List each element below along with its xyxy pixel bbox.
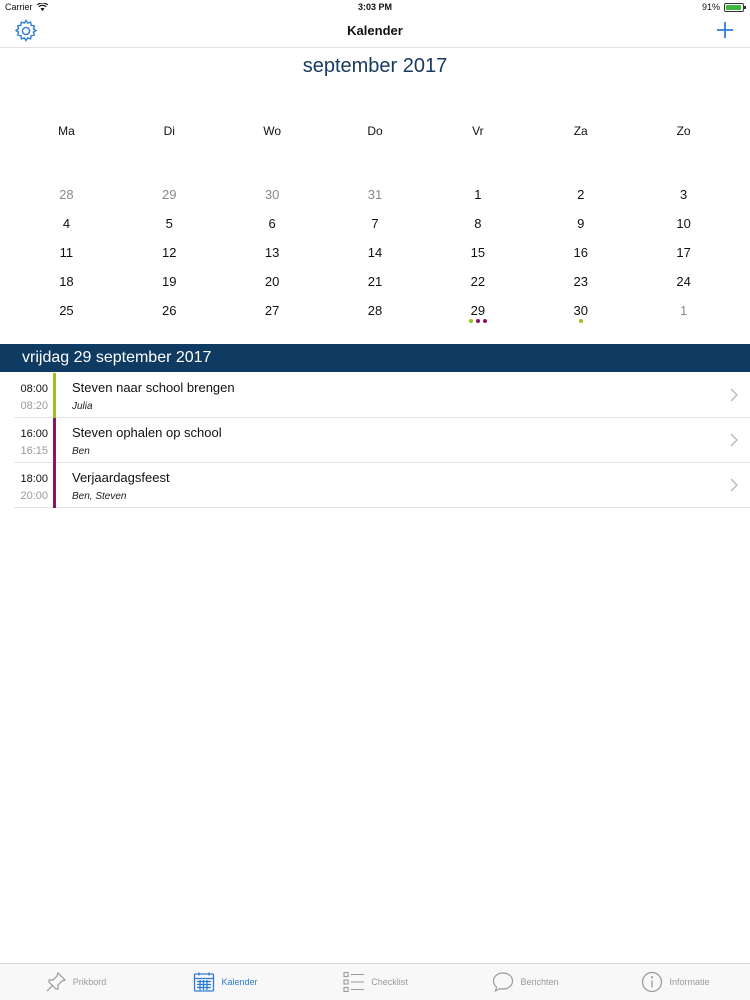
tab-label: Informatie bbox=[669, 977, 710, 987]
checklist-icon bbox=[342, 970, 366, 994]
status-bar bbox=[0, 0, 750, 14]
day-number: 28 bbox=[367, 303, 383, 318]
day-number: 6 bbox=[268, 216, 276, 231]
day-number: 25 bbox=[59, 303, 74, 318]
tab-checklist[interactable] bbox=[300, 964, 450, 1000]
day-number: 27 bbox=[264, 303, 280, 318]
event-dot bbox=[483, 319, 487, 323]
event-end-time: 16:15 bbox=[20, 445, 48, 457]
event-list bbox=[14, 373, 750, 508]
weekday-label: Ma bbox=[58, 124, 75, 138]
chevron-right-icon bbox=[730, 433, 738, 447]
day-number: 24 bbox=[676, 274, 691, 289]
day-number: 10 bbox=[676, 216, 691, 231]
day-number: 31 bbox=[367, 187, 383, 202]
day-number: 29 bbox=[470, 303, 486, 318]
calendar-day[interactable] bbox=[324, 213, 427, 242]
event-dot bbox=[579, 319, 583, 323]
calendar-day[interactable] bbox=[529, 213, 632, 242]
day-number: 3 bbox=[679, 187, 688, 202]
calendar-week bbox=[15, 300, 735, 329]
day-number: 13 bbox=[264, 245, 280, 260]
tab-label: Prikbord bbox=[72, 977, 107, 987]
calendar-day[interactable] bbox=[221, 271, 324, 300]
calendar-day-selected[interactable] bbox=[426, 300, 529, 329]
calendar-day[interactable] bbox=[426, 271, 529, 300]
month-title: september 2017 bbox=[302, 55, 448, 77]
event-title: Steven ophalen op school bbox=[72, 425, 222, 440]
calendar-week bbox=[15, 242, 735, 271]
calendar-day[interactable] bbox=[118, 213, 221, 242]
calendar-day[interactable] bbox=[426, 213, 529, 242]
day-number: 19 bbox=[162, 274, 177, 289]
event-title: Steven naar school brengen bbox=[72, 380, 235, 395]
calendar-day[interactable] bbox=[118, 271, 221, 300]
event-row[interactable] bbox=[14, 418, 750, 463]
weekday-label: Wo bbox=[263, 124, 282, 138]
calendar-day[interactable] bbox=[221, 213, 324, 242]
info-icon bbox=[640, 970, 664, 994]
day-number: 4 bbox=[62, 216, 71, 231]
day-number: 22 bbox=[470, 274, 486, 289]
event-participants: Julia bbox=[72, 401, 93, 412]
tab-prikbord[interactable] bbox=[0, 964, 150, 1000]
calendar-day[interactable] bbox=[15, 184, 118, 213]
day-number: 12 bbox=[162, 245, 177, 260]
calendar-day[interactable] bbox=[632, 300, 735, 329]
event-color-bar bbox=[53, 418, 56, 463]
calendar-day[interactable] bbox=[118, 184, 221, 213]
day-number: 29 bbox=[162, 187, 177, 202]
weekday-label: Zo bbox=[676, 124, 691, 138]
event-dot bbox=[469, 319, 473, 323]
event-indicator-dots bbox=[426, 319, 529, 323]
selected-day-header: vrijdag 29 september 2017 bbox=[0, 344, 750, 372]
day-number: 30 bbox=[264, 187, 280, 202]
calendar-day[interactable] bbox=[118, 242, 221, 271]
day-number: 8 bbox=[474, 216, 482, 231]
calendar-day[interactable] bbox=[221, 300, 324, 329]
chat-bubble-icon bbox=[491, 970, 515, 994]
day-number: 7 bbox=[371, 216, 379, 231]
plus-icon[interactable] bbox=[714, 19, 736, 41]
page-title: Kalender bbox=[347, 23, 403, 38]
calendar-day[interactable] bbox=[324, 300, 427, 329]
tab-kalender[interactable] bbox=[150, 964, 300, 1000]
calendar-week bbox=[15, 271, 735, 300]
tab-berichten[interactable] bbox=[450, 964, 600, 1000]
event-indicator-dots bbox=[529, 319, 632, 323]
calendar-day[interactable] bbox=[221, 242, 324, 271]
calendar-day[interactable] bbox=[426, 242, 529, 271]
event-participants: Ben bbox=[72, 446, 90, 457]
status-time: 3:03 PM bbox=[357, 2, 392, 12]
calendar-day[interactable] bbox=[529, 242, 632, 271]
calendar-day[interactable] bbox=[15, 271, 118, 300]
event-row[interactable] bbox=[14, 373, 750, 418]
weekday-label: Vr bbox=[472, 124, 484, 138]
day-number: 30 bbox=[573, 303, 588, 318]
pin-icon bbox=[44, 970, 68, 994]
day-number: 18 bbox=[59, 274, 74, 289]
tab-informatie[interactable] bbox=[600, 964, 750, 1000]
tab-bar bbox=[0, 963, 750, 1000]
event-title: Verjaardagsfeest bbox=[72, 470, 170, 485]
calendar-day[interactable] bbox=[632, 271, 735, 300]
calendar-grid bbox=[15, 184, 735, 329]
calendar-day[interactable] bbox=[632, 242, 735, 271]
calendar-day[interactable] bbox=[324, 242, 427, 271]
calendar-day[interactable] bbox=[221, 184, 324, 213]
event-start-time: 18:00 bbox=[20, 473, 48, 485]
calendar-day[interactable] bbox=[529, 184, 632, 213]
tab-label: Kalender bbox=[221, 977, 258, 987]
day-number: 17 bbox=[676, 245, 691, 260]
event-start-time: 16:00 bbox=[20, 428, 48, 440]
day-number: 16 bbox=[573, 245, 588, 260]
calendar-icon bbox=[192, 970, 216, 994]
battery-icon bbox=[724, 3, 744, 12]
battery-percentage: 91% bbox=[701, 2, 720, 12]
calendar-day[interactable] bbox=[15, 300, 118, 329]
day-number: 9 bbox=[577, 216, 585, 231]
day-number: 23 bbox=[573, 274, 588, 289]
calendar-day[interactable] bbox=[15, 242, 118, 271]
day-number: 26 bbox=[162, 303, 177, 318]
event-color-bar bbox=[53, 373, 56, 418]
weekday-label: Za bbox=[573, 124, 588, 138]
event-end-time: 08:20 bbox=[20, 400, 48, 412]
chevron-right-icon bbox=[730, 478, 738, 492]
calendar-day[interactable] bbox=[118, 300, 221, 329]
day-number: 21 bbox=[367, 274, 383, 289]
day-number: 1 bbox=[679, 303, 688, 318]
calendar-day[interactable] bbox=[324, 184, 427, 213]
calendar-day[interactable] bbox=[426, 184, 529, 213]
calendar-day[interactable] bbox=[15, 213, 118, 242]
day-number: 15 bbox=[470, 245, 486, 260]
weekday-label: Di bbox=[163, 124, 175, 138]
weekday-header bbox=[15, 124, 735, 138]
calendar-day[interactable] bbox=[324, 271, 427, 300]
event-row[interactable] bbox=[14, 463, 750, 508]
event-end-time: 20:00 bbox=[20, 490, 48, 502]
weekday-label: Do bbox=[367, 124, 383, 138]
day-number: 14 bbox=[367, 245, 383, 260]
day-number: 20 bbox=[264, 274, 280, 289]
day-number: 1 bbox=[474, 187, 482, 202]
day-number: 28 bbox=[59, 187, 74, 202]
calendar-day[interactable] bbox=[529, 271, 632, 300]
carrier-label: Carrier bbox=[5, 2, 33, 12]
chevron-right-icon bbox=[730, 388, 738, 402]
day-number: 2 bbox=[577, 187, 585, 202]
tab-label: Checklist bbox=[371, 977, 408, 987]
calendar-day[interactable] bbox=[632, 184, 735, 213]
navigation-bar bbox=[0, 14, 750, 48]
event-color-bar bbox=[53, 463, 56, 508]
calendar-day[interactable] bbox=[529, 300, 632, 329]
day-number: 5 bbox=[165, 216, 173, 231]
calendar-week bbox=[15, 213, 735, 242]
event-start-time: 08:00 bbox=[20, 383, 48, 395]
event-participants: Ben, Steven bbox=[72, 491, 127, 502]
calendar-week bbox=[15, 184, 735, 213]
tab-label: Berichten bbox=[520, 977, 559, 987]
day-number: 11 bbox=[59, 245, 74, 260]
event-dot bbox=[476, 319, 480, 323]
calendar-day[interactable] bbox=[632, 213, 735, 242]
